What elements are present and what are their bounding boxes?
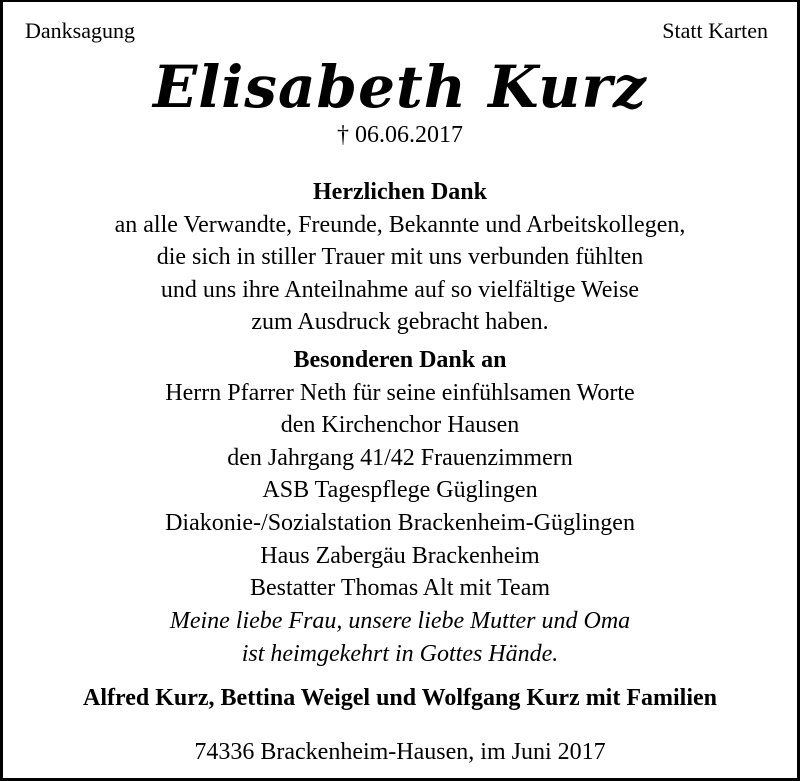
thanks-heading: Herzlichen Dank bbox=[313, 179, 487, 205]
special-thanks-line: Haus Zabergäu Brackenheim bbox=[260, 542, 540, 569]
thanks-line: zum Ausdruck gebracht haben. bbox=[251, 309, 549, 336]
quote-section bbox=[3, 605, 797, 670]
quote-line: ist heimgekehrt in Gottes Hände. bbox=[241, 640, 559, 667]
death-date: 06.06.2017 bbox=[355, 122, 463, 148]
family-signature: Alfred Kurz, Bettina Weigel und Wolfgang Kurz mit Familien bbox=[83, 685, 717, 711]
quote-line: Meine liebe Frau, unsere liebe Mutter und Oma bbox=[169, 608, 631, 634]
death-date-line bbox=[3, 120, 797, 150]
dagger-icon: † bbox=[337, 122, 349, 148]
special-thanks-heading: Besonderen Dank an bbox=[293, 347, 507, 373]
notice-note-label: Statt Karten bbox=[662, 18, 768, 43]
special-thanks-line: Bestatter Thomas Alt mit Team bbox=[249, 575, 551, 602]
thanks-line: die sich in stiller Trauer mit uns verbunden fühlten bbox=[156, 244, 644, 271]
special-thanks-line: den Jahrgang 41/42 Frauenzimmern bbox=[227, 444, 573, 471]
special-thanks-section bbox=[3, 344, 797, 605]
deceased-name: Elisabeth Kurz bbox=[153, 53, 647, 121]
special-thanks-line: Herrn Pfarrer Neth für seine einfühlsamen Worte bbox=[165, 379, 635, 406]
place-date: 74336 Brackenheim-Hausen, im Juni 2017 bbox=[194, 739, 606, 765]
thanks-line: an alle Verwandte, Freunde, Bekannte und Arbeitskollegen, bbox=[114, 211, 686, 238]
thanks-line: und uns ihre Anteilnahme auf so vielfältige Weise bbox=[160, 276, 640, 303]
special-thanks-line: Diakonie-/Sozialstation Brackenheim-Güglingen bbox=[165, 509, 635, 536]
thanks-section bbox=[3, 176, 797, 339]
special-thanks-line: ASB Tagespflege Güglingen bbox=[262, 477, 538, 504]
notice-type-label: Danksagung bbox=[25, 18, 135, 43]
special-thanks-line: den Kirchenchor Hausen bbox=[280, 412, 520, 439]
